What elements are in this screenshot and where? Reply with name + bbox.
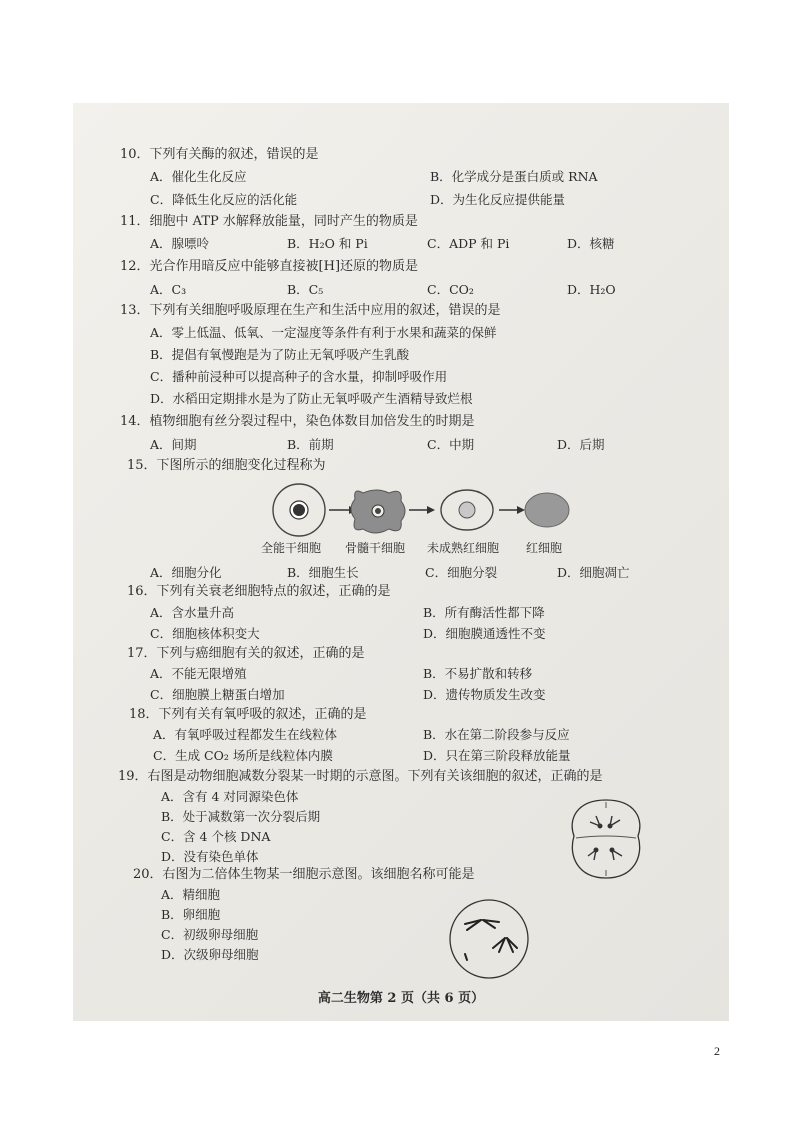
- q13-option-d: D．水稻田定期排水是为了防止无氧呼吸产生酒精导致烂根: [150, 391, 473, 406]
- caption-totipotent-stem-cell: 全能干细胞: [261, 541, 322, 555]
- q17-option-a: A．不能无限增殖: [150, 666, 247, 681]
- lower-chromosomes: [588, 848, 622, 860]
- question-19-stem: 19．右图是动物细胞减数分裂某一时期的示意图。下列有关该细胞的叙述，正确的是: [118, 769, 603, 784]
- q18-option-c: C．生成 CO₂ 场所是线粒体内膜: [153, 748, 333, 763]
- q11-option-b: B．H₂O 和 Pi: [287, 236, 368, 251]
- meiosis-anaphase-cell-diagram: [566, 798, 646, 880]
- q19-option-c: C．含 4 个核 DNA: [161, 829, 271, 844]
- q10-option-b: B．化学成分是蛋白质或 RNA: [430, 169, 598, 184]
- question-15-stem: 15．下图所示的细胞变化过程称为: [127, 458, 326, 473]
- totipotent-stem-cell: [273, 484, 325, 536]
- question-10-stem: 10．下列有关酶的叙述，错误的是: [120, 147, 319, 162]
- question-11-stem: 11．细胞中 ATP 水解释放能量，同时产生的物质是: [120, 214, 418, 229]
- q18-option-a: A．有氧呼吸过程都发生在线粒体: [153, 727, 338, 742]
- caption-bone-marrow-stem-cell: 骨髓干细胞: [345, 541, 406, 555]
- q15-option-c: C．细胞分裂: [425, 565, 498, 580]
- q16-option-d: D．细胞膜通透性不变: [423, 626, 546, 641]
- q15-option-b: B．细胞生长: [287, 565, 359, 580]
- upper-chromosomes: [590, 816, 620, 828]
- q13-option-a: A．零上低温、低氧、一定湿度等条件有利于水果和蔬菜的保鲜: [150, 325, 497, 340]
- q10-option-a: A．催化生化反应: [150, 169, 247, 184]
- q20-option-c: C．初级卵母细胞: [161, 927, 259, 942]
- q19-option-a: A．含有 4 对同源染色体: [161, 789, 299, 804]
- q10-option-c: C．降低生化反应的活化能: [150, 192, 298, 207]
- page-number: 2: [714, 1044, 720, 1058]
- question-14-stem: 14．植物细胞有丝分裂过程中，染色体数目加倍发生的时期是: [120, 414, 475, 429]
- q20-option-a: A．精细胞: [161, 887, 221, 902]
- q18-option-b: B．水在第二阶段参与反应: [423, 727, 570, 742]
- cell-differentiation-diagram: [263, 485, 583, 537]
- question-18-stem: 18．下列有关有氧呼吸的叙述，正确的是: [129, 707, 367, 722]
- q13-option-b: B．提倡有氧慢跑是为了防止无氧呼吸产生乳酸: [150, 347, 410, 362]
- diploid-cell-diagram: [443, 898, 535, 980]
- question-17-stem: 17．下列与癌细胞有关的叙述，正确的是: [127, 646, 365, 661]
- q10-option-d: D．为生化反应提供能量: [430, 192, 566, 207]
- caption-red-blood-cell: 红细胞: [526, 541, 563, 555]
- q12-option-a: A．C₃: [150, 282, 187, 297]
- bone-marrow-stem-cell: [351, 490, 405, 533]
- q17-option-b: B．不易扩散和转移: [423, 666, 533, 681]
- q11-option-d: D．核糖: [567, 236, 615, 251]
- q19-option-d: D．没有染色单体: [161, 849, 259, 864]
- scanned-page: [73, 103, 729, 1021]
- q20-option-d: D．次级卵母细胞: [161, 947, 259, 962]
- arrow-3: [499, 506, 525, 514]
- q17-option-c: C．细胞膜上糖蛋白增加: [150, 687, 285, 702]
- q14-option-a: A．间期: [150, 437, 197, 452]
- q11-option-a: A．腺嘌呤: [150, 236, 210, 251]
- q16-option-c: C．细胞核体积变大: [150, 626, 260, 641]
- q14-option-d: D．后期: [557, 437, 605, 452]
- q15-option-a: A．细胞分化: [150, 565, 222, 580]
- question-12-stem: 12．光合作用暗反应中能够直接被[H]还原的物质是: [120, 259, 419, 274]
- q14-option-b: B．前期: [287, 437, 334, 452]
- q20-option-b: B．卵细胞: [161, 907, 221, 922]
- q12-option-b: B．C₅: [287, 282, 324, 297]
- question-13-stem: 13．下列有关细胞呼吸原理在生产和生活中应用的叙述，错误的是: [120, 303, 501, 318]
- q11-option-c: C．ADP 和 Pi: [427, 236, 510, 251]
- page-footer: 高二生物第 2 页（共 6 页）: [317, 991, 485, 1006]
- question-20-stem: 20．右图为二倍体生物某一细胞示意图。该细胞名称可能是: [133, 867, 475, 882]
- q16-option-b: B．所有酶活性都下降: [423, 605, 545, 620]
- question-16-stem: 16．下列有关衰老细胞特点的叙述，正确的是: [127, 584, 391, 599]
- q16-option-a: A．含水量升高: [150, 605, 235, 620]
- immature-red-blood-cell: [441, 490, 493, 530]
- q12-option-d: D．H₂O: [567, 282, 616, 297]
- q19-option-b: B．处于减数第一次分裂后期: [161, 809, 321, 824]
- q18-option-d: D．只在第三阶段释放能量: [423, 748, 571, 763]
- q14-option-c: C．中期: [427, 437, 475, 452]
- arrow-2: [409, 506, 435, 514]
- q17-option-d: D．遗传物质发生改变: [423, 687, 546, 702]
- caption-immature-red-blood-cell: 未成熟红细胞: [427, 541, 500, 555]
- red-blood-cell: [525, 493, 569, 527]
- q13-option-c: C．播种前浸种可以提高种子的含水量，抑制呼吸作用: [150, 369, 448, 384]
- q12-option-c: C．CO₂: [427, 282, 474, 297]
- q15-option-d: D．细胞凋亡: [557, 565, 630, 580]
